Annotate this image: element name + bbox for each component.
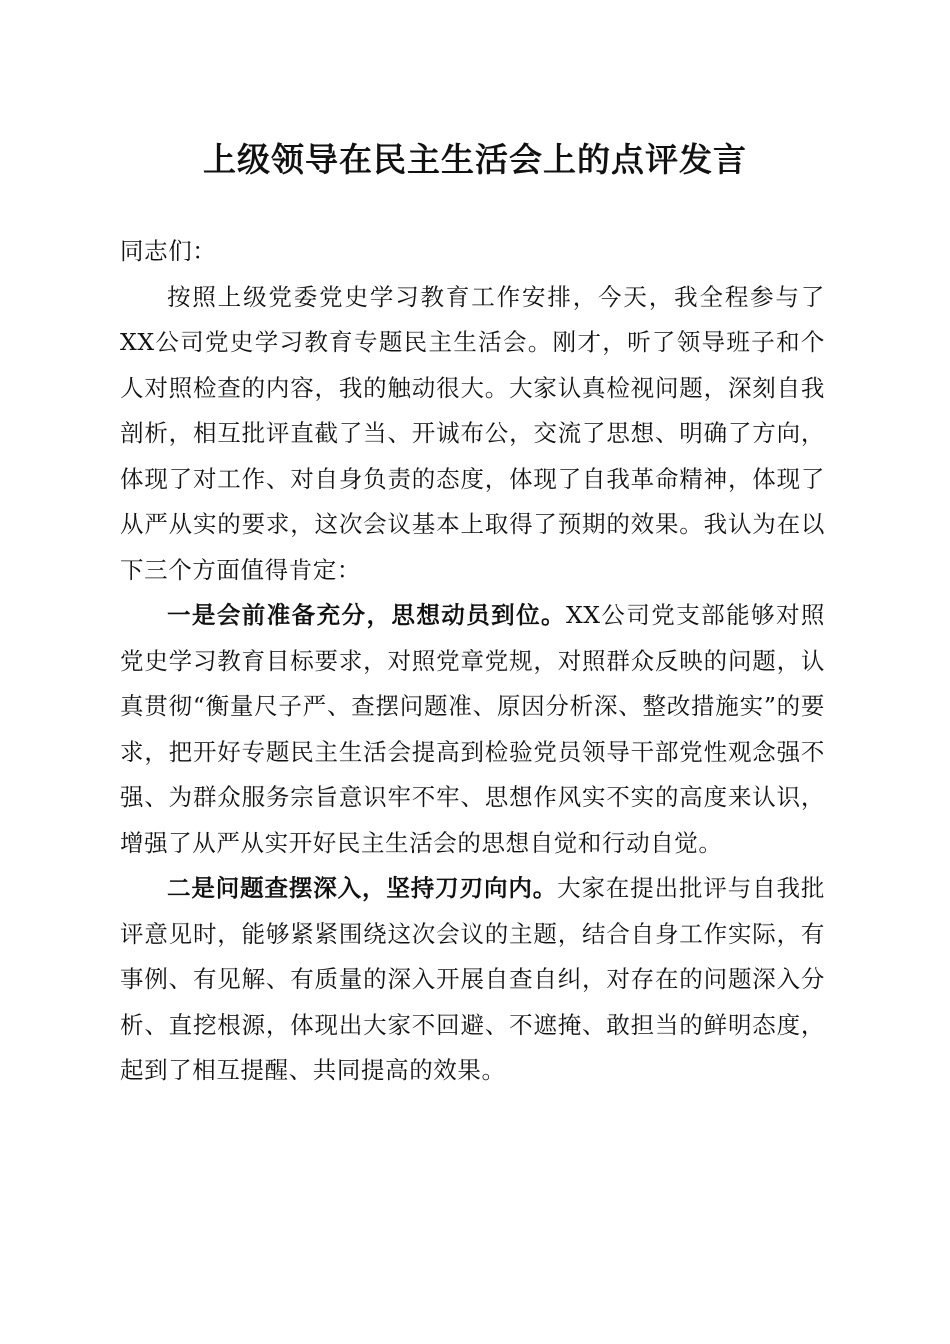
paragraph-point-two <box>120 866 825 1094</box>
paragraph-intro-text: 按照上级党委党史学习教育工作安排，今天，我全程参与了XX公司党史学习教育专题民主生活会。刚才，听了领导班子和个人对照检查的内容，我的触动很大。大家认真检视问题，深刻自我剖析，相互批评直截了当、开诚布公，交流了思想、明确了方向，体现了对工作、对自身负责的态度，体现了自我革命精神，体现了从严从实的要求，这次会议基本上取得了预期的效果。我认为在以下三个方面值得肯定： <box>120 282 825 584</box>
document-body <box>120 229 825 1094</box>
document-title: 上级领导在民主生活会上的点评发言 <box>203 140 747 179</box>
paragraph-intro <box>120 275 825 594</box>
salutation: 同志们： <box>120 237 217 265</box>
paragraph-point-one-text: XX公司党支部能够对照党史学习教育目标要求，对照党章党规，对照群众反映的问题，认真贯彻“衡量尺子严、查摆问题准、原因分析深、整改措施实”的要求，把开好专题民主生活会提高到检验党员领导干部党性观念强不强、为群众服务宗旨意识牢不牢、思想作风实不实的高度来认识，增强了从严从实开好民主生活会的思想自觉和行动自觉。 <box>120 601 825 857</box>
paragraph-point-two-text: 大家在提出批评与自我批评意见时，能够紧紧围绕这次会议的主题，结合自身工作实际，有事例、有见解、有质量的深入开展自查自纠，对存在的问题深入分析、直挖根源，体现出大家不回避、不遮掩、敢担当的鲜明态度，起到了相互提醒、共同提高的效果。 <box>120 874 825 1084</box>
paragraph-point-one <box>120 593 825 866</box>
paragraph-point-one-heading: 一是会前准备充分，思想动员到位。 <box>167 601 566 629</box>
paragraph-point-two-heading: 二是问题查摆深入，坚持刀刃向内。 <box>167 874 558 902</box>
